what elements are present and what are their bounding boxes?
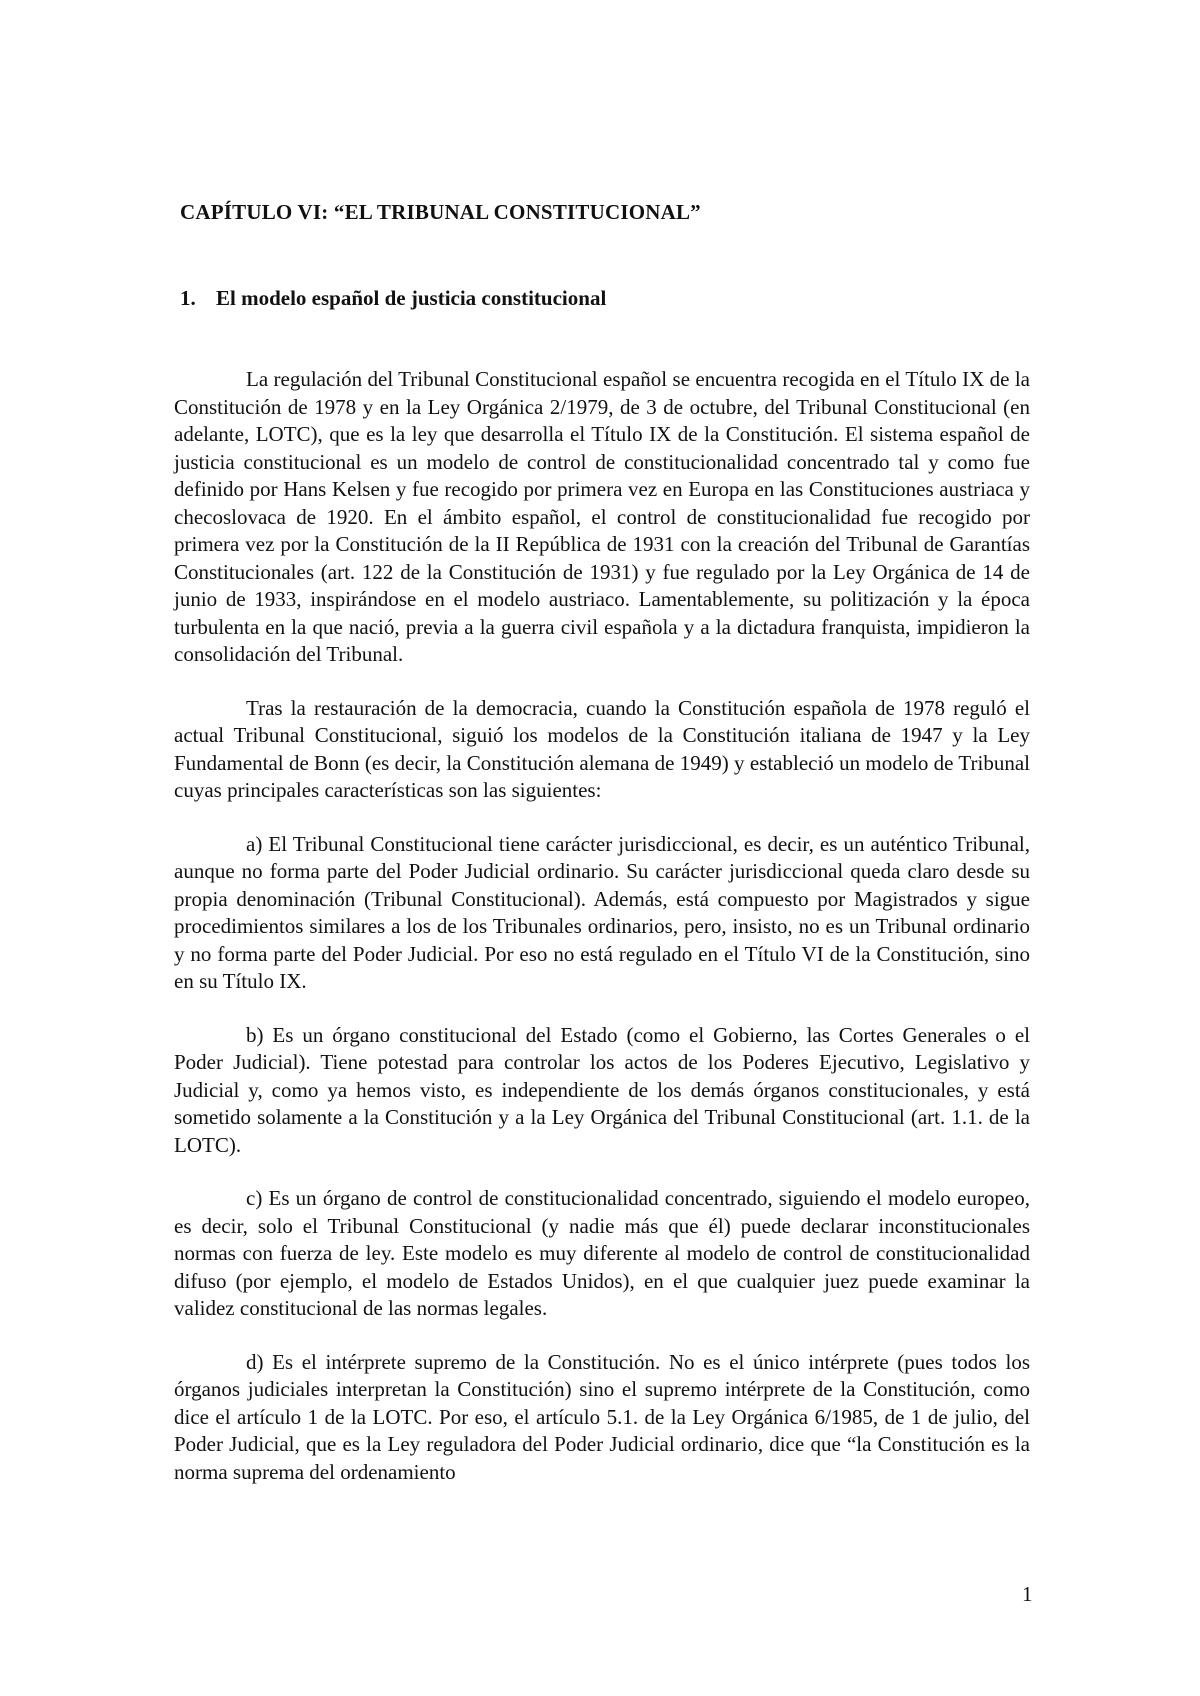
section-number: 1. bbox=[180, 286, 196, 310]
page-number: 1 bbox=[1022, 1582, 1033, 1606]
chapter-title: CAPÍTULO VI: “EL TRIBUNAL CONSTITUCIONAL” bbox=[180, 200, 701, 224]
body-text bbox=[174, 366, 1030, 1512]
paragraph-feature-a: a) El Tribunal Constitucional tiene carácter jurisdiccional, es decir, es un auténtico Tribunal, aunque no forma parte del Poder Judicial ordinario. Su carácter jurisdiccional queda claro desde su propia denominación (Tribunal Constitucional). Además, está compuesto por Magistrados y sigue procedimientos similares a los de los Tribunales ordinarios, pero, insisto, no es un Tribunal ordinario y no forma parte del Poder Judicial. Por eso no está regulado en el Título VI de la Constitución, sino en su Título IX. bbox=[174, 831, 1030, 993]
paragraph-feature-b: b) Es un órgano constitucional del Estado (como el Gobierno, las Cortes Generales o el Poder Judicial). Tiene potestad para controlar los actos de los Poderes Ejecutivo, Legislativo y Judicial y, como ya hemos visto, es independiente de los demás órganos constitucionales, y está sometido solamente a la Constitución y a la Ley Orgánica del Tribunal Constitucional (art. 1.1. de la LOTC). bbox=[174, 1022, 1030, 1157]
paragraph-feature-d: d) Es el intérprete supremo de la Constitución. No es el único intérprete (pues todos los órganos judiciales interpretan la Constitución) sino el supremo intérprete de la Constitución, como dice el artículo 1 de la LOTC. Por eso, el artículo 5.1. de la Ley Orgánica 6/1985, de 1 de julio, del Poder Judicial, que es la Ley reguladora del Poder Judicial ordinario, dice que “la Constitución es la norma suprema del ordenamiento bbox=[174, 1349, 1030, 1484]
paragraph-feature-c: c) Es un órgano de control de constitucionalidad concentrado, siguiendo el modelo europeo, es decir, solo el Tribunal Constitucional (y nadie más que él) puede declarar inconstitucionales normas con fuerza de ley. Este modelo es muy diferente al modelo de control de constitucionalidad difuso (por ejemplo, el modelo de Estados Unidos), en el que cualquier juez puede examinar la validez constitucional de las normas legales. bbox=[174, 1186, 1030, 1320]
section-title: El modelo español de justicia constitucional bbox=[216, 286, 607, 310]
section-heading bbox=[180, 286, 606, 311]
paragraph-intro: La regulación del Tribunal Constitucional español se encuentra recogida en el Título IX de la Constitución de 1978 y en la Ley Orgánica 2/1979, de 3 de octubre, del Tribunal Constitucional (en adelante, LOTC), que es la ley que desarrolla el Título IX de la Constitución. El sistema español de justicia constitucional es un modelo de control de constitucionalidad concentrado tal y como fue definido por Hans Kelsen y fue recogido por primera vez en Europa en las Constituciones austriaca y checoslovaca de 1920. En el ámbito español, el control de constitucionalidad fue recogido por primera vez por la Constitución de la II República de 1931 con la creación del Tribunal de Garantías Constitucionales (art. 122 de la Constitución de 1931) y fue regulado por la Ley Orgánica de 14 de junio de 1933, inspirándose en el modelo austriaco. Lamentablemente, su politización y la época turbulenta en la que nació, previa a la guerra civil española y a la dictadura franquista, impidieron la consolidación del Tribunal. bbox=[174, 367, 1030, 666]
paragraph-restoration: Tras la restauración de la democracia, cuando la Constitución española de 1978 reguló el actual Tribunal Constitucional, siguió los modelos de la Constitución italiana de 1947 y la Ley Fundamental de Bonn (es decir, la Constitución alemana de 1949) y estableció un modelo de Tribunal cuyas principales características son las siguientes: bbox=[174, 695, 1030, 802]
